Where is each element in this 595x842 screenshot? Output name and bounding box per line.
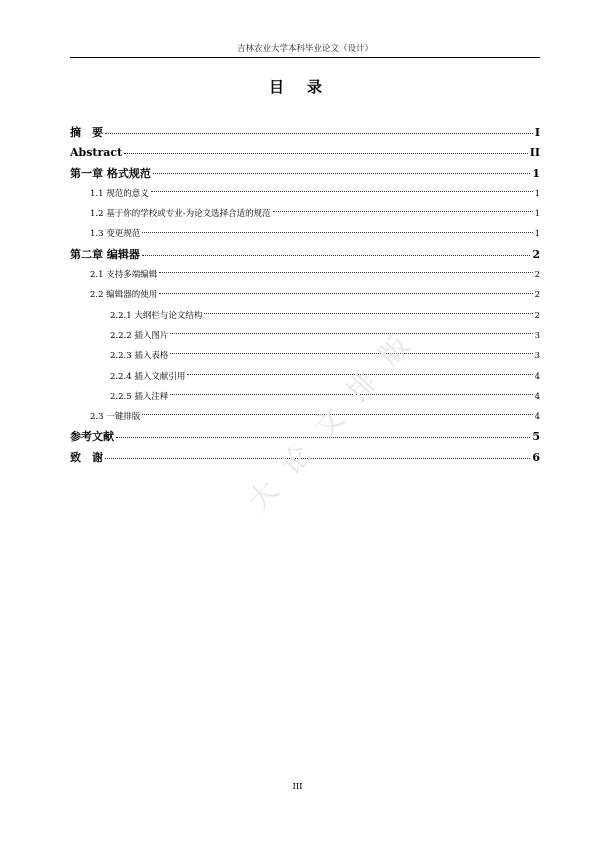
toc-entry-label: 1.2 基于你的学校或专业-为论文选择合适的规范: [90, 209, 271, 220]
toc-leader-dots: [124, 143, 528, 154]
toc-leader-dots: [116, 427, 530, 438]
toc-entry[interactable]: [70, 204, 540, 224]
toc-entry-label: 第一章 格式规范: [70, 166, 151, 180]
toc-entry-page: 4: [534, 371, 540, 382]
toc-entry[interactable]: [70, 407, 540, 427]
toc-leader-dots: [187, 367, 532, 375]
toc-title: 目 录: [268, 78, 326, 96]
toc-leader-dots: [170, 387, 532, 395]
toc-entry-page: 1: [532, 166, 540, 180]
toc-entry[interactable]: [70, 143, 540, 163]
table-of-contents: [70, 123, 540, 468]
toc-entry-page: 3: [534, 351, 540, 362]
toc-leader-dots: [159, 265, 532, 273]
toc-entry-page: 1: [534, 188, 540, 199]
toc-leader-dots: [151, 184, 533, 192]
toc-entry-page: 4: [534, 391, 540, 402]
toc-leader-dots: [170, 326, 532, 334]
toc-leader-dots: [142, 407, 532, 415]
toc-leader-dots: [273, 204, 533, 212]
toc-entry[interactable]: [70, 448, 540, 468]
toc-entry-label: 参考文献: [70, 430, 114, 444]
toc-entry[interactable]: [70, 123, 540, 143]
toc-entry-page: 2: [534, 290, 540, 301]
toc-entry-label: 2.2.2 插入图片: [110, 330, 169, 341]
toc-entry-label: 摘 要: [70, 126, 103, 139]
toc-entry-label: 2.2.4 插入文献引用: [110, 371, 186, 382]
toc-entry-page: 1: [534, 209, 540, 220]
toc-leader-dots: [105, 448, 530, 459]
toc-entry[interactable]: [70, 367, 540, 387]
toc-entry-page: 1: [534, 229, 540, 240]
toc-leader-dots: [142, 224, 532, 232]
page-number: III: [292, 782, 303, 792]
toc-entry-label: Abstract: [70, 146, 123, 160]
toc-entry-page: II: [529, 146, 540, 160]
toc-leader-dots: [153, 164, 531, 175]
toc-entry[interactable]: [70, 265, 540, 285]
toc-entry-label: 第二章 编辑器: [70, 247, 140, 261]
toc-entry-label: 致 谢: [70, 450, 103, 464]
toc-entry[interactable]: [70, 326, 540, 346]
toc-entry-page: 5: [532, 430, 540, 444]
toc-entry-label: 2.2.1 大纲栏与论文结构: [110, 310, 203, 321]
toc-entry-label: 2.3 一键排版: [90, 412, 141, 423]
toc-leader-dots: [105, 123, 533, 134]
toc-entry-page: 2: [534, 310, 540, 321]
toc-leader-dots: [204, 306, 532, 314]
watermark: 大 论 文 排 版: [241, 324, 421, 518]
toc-entry-label: 2.1 支持多端编辑: [90, 270, 158, 281]
toc-entry-label: 2.2.5 插入注释: [110, 391, 169, 402]
toc-entry[interactable]: [70, 224, 540, 244]
toc-entry-page: 2: [534, 270, 540, 281]
toc-entry[interactable]: [70, 245, 540, 265]
toc-entry[interactable]: [70, 427, 540, 447]
toc-entry-page: 4: [534, 412, 540, 423]
toc-entry-label: 1.3 变更规范: [90, 229, 141, 240]
toc-entry[interactable]: [70, 306, 540, 326]
toc-entry-label: 2.2 编辑器的使用: [90, 290, 158, 301]
toc-entry[interactable]: [70, 387, 540, 407]
toc-entry-page: 2: [532, 247, 540, 261]
toc-entry-page: 3: [534, 330, 540, 341]
toc-entry[interactable]: [70, 346, 540, 366]
toc-entry[interactable]: [70, 285, 540, 305]
toc-leader-dots: [159, 285, 532, 293]
toc-entry[interactable]: [70, 164, 540, 184]
toc-entry-page: 6: [532, 450, 540, 464]
toc-entry[interactable]: [70, 184, 540, 204]
toc-entry-label: 2.2.3 插入表格: [110, 351, 169, 362]
toc-entry-label: 1.1 规范的意义: [90, 188, 149, 199]
toc-leader-dots: [142, 245, 531, 256]
toc-entry-page: I: [534, 126, 540, 139]
toc-leader-dots: [170, 346, 532, 354]
running-header: 吉林农业大学本科毕业论文（设计）: [70, 42, 540, 58]
